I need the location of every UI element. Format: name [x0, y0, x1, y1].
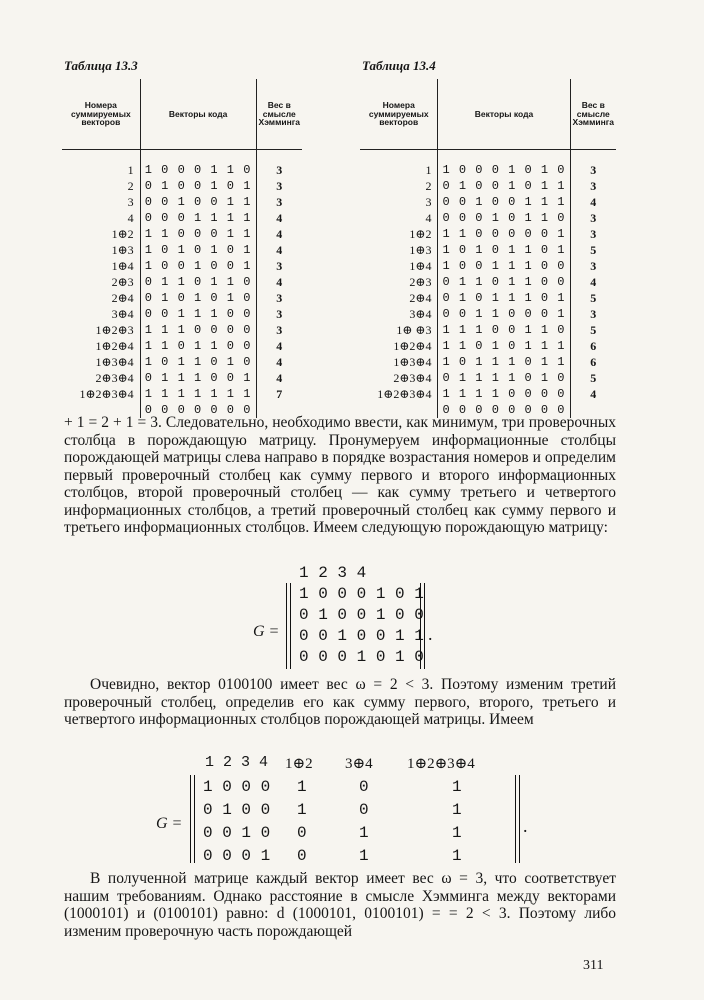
- row-hamming-weight: 3: [276, 194, 283, 209]
- row-code-vector: 1 0 1 0 1 1 0 1: [438, 242, 570, 258]
- table-row: [62, 290, 302, 306]
- table-row: [62, 274, 302, 290]
- matrix-2-label: G =: [156, 815, 183, 832]
- row-hamming-weight: 3: [276, 162, 283, 177]
- row-code-vector: 0 1 1 0 1 1 0: [140, 274, 256, 290]
- row-hamming-weight: 3: [276, 306, 283, 321]
- column-header-vector-numbers: Номера суммируемых векторов: [360, 79, 438, 150]
- matrix-2-check-2-row-3: 1: [359, 824, 369, 842]
- row-code-vector: 0 0 1 1 0 0 0 1: [438, 306, 570, 322]
- table-row: [360, 386, 616, 402]
- table-row: [62, 354, 302, 370]
- column-header-code-vectors: Векторы кода: [140, 79, 256, 150]
- table-row: [62, 338, 302, 354]
- table-row: [62, 258, 302, 274]
- table-row: [360, 242, 616, 258]
- table-13-4-body: [360, 150, 616, 419]
- row-hamming-weight: 3: [276, 258, 283, 273]
- matrix-2-check-3-row-2: 1: [452, 801, 462, 819]
- row-code-vector: 0 0 0 1 0 1 1 0: [438, 210, 570, 226]
- column-header-code-vectors: Векторы кода: [438, 79, 570, 150]
- row-hamming-weight: 3: [276, 178, 283, 193]
- row-code-vector: 0 0 1 1 1 0 0: [140, 306, 256, 322]
- row-code-vector: 0 0 0 1 1 1 1: [140, 210, 256, 226]
- matrix-1-right-bar: [420, 583, 425, 669]
- matrix-2-period: .: [523, 816, 528, 836]
- row-code-vector: 1 0 0 1 0 0 1: [140, 258, 256, 274]
- row-code-vector: 1 1 0 0 0 0 0 1: [438, 226, 570, 242]
- row-vector-numbers: 2: [425, 178, 432, 193]
- row-hamming-weight: 3: [590, 226, 597, 241]
- row-hamming-weight: 3: [590, 210, 597, 225]
- row-vector-numbers: 2⊕3: [111, 274, 134, 289]
- row-code-vector: 0 1 0 0 1 0 1 1: [438, 178, 570, 194]
- row-vector-numbers: 1⊕ ⊕3: [396, 322, 432, 337]
- table-13-3: [62, 79, 302, 418]
- row-vector-numbers: 1⊕2⊕3⊕4: [377, 386, 432, 401]
- table-row: [360, 194, 616, 210]
- table-row: [360, 258, 616, 274]
- row-code-vector: 0 0 0 0 0 0 0: [140, 402, 256, 418]
- matrix-2-right-bar: [515, 775, 520, 863]
- row-vector-numbers: 1⊕2⊕3: [95, 322, 134, 337]
- row-vector-numbers: 2⊕3: [409, 274, 432, 289]
- table-row: [360, 290, 616, 306]
- row-code-vector: 0 0 1 0 0 1 1: [140, 194, 256, 210]
- table-row: [360, 306, 616, 322]
- row-code-vector: 1 1 1 0 0 0 0: [140, 322, 256, 338]
- row-vector-numbers: 1⊕2: [409, 226, 432, 241]
- matrix-2-check-3-row-1: 1: [452, 778, 462, 796]
- row-vector-numbers: 2⊕3⊕4: [95, 370, 134, 385]
- row-hamming-weight: 6: [590, 354, 597, 369]
- matrix-2-check-1-row-1: 1: [297, 778, 307, 796]
- matrix-1-period: .: [428, 624, 433, 644]
- row-vector-numbers: 1⊕3⊕4: [393, 354, 432, 369]
- row-vector-numbers: 1⊕2⊕4: [95, 338, 134, 353]
- row-hamming-weight: 3: [590, 258, 597, 273]
- matrix-2-check-3-row-3: 1: [452, 824, 462, 842]
- row-hamming-weight: 3: [590, 162, 597, 177]
- row-code-vector: 0 1 0 0 1 0 1: [140, 178, 256, 194]
- matrix-2-check-1-row-3: 0: [297, 824, 307, 842]
- matrix-2-info-row-1: 1 0 0 0: [203, 778, 271, 796]
- table-row: [360, 274, 616, 290]
- row-hamming-weight: 4: [590, 274, 597, 289]
- row-vector-numbers: 1⊕3: [111, 242, 134, 257]
- matrix-2-header-info: 1 2 3 4: [205, 754, 269, 771]
- row-hamming-weight: 3: [276, 322, 283, 337]
- row-code-vector: 1 0 1 1 1 0 1 1: [438, 354, 570, 370]
- matrix-2-info-row-4: 0 0 0 1: [203, 847, 271, 865]
- matrix-2-header-check-2: 3⊕4: [345, 756, 373, 772]
- table-row: [62, 386, 302, 402]
- row-vector-numbers: 3⊕4: [409, 306, 432, 321]
- table-row: [360, 178, 616, 194]
- row-code-vector: 1 0 1 0 1 0 1: [140, 242, 256, 258]
- row-hamming-weight: 5: [590, 322, 597, 337]
- row-code-vector: 0 1 0 1 1 1 0 1: [438, 290, 570, 306]
- row-vector-numbers: 3⊕4: [111, 306, 134, 321]
- matrix-2-check-2-row-2: 0: [359, 801, 369, 819]
- matrix-1-left-bar: [286, 583, 291, 669]
- table-13-3-caption: Таблица 13.3: [64, 58, 138, 73]
- row-code-vector: 1 0 0 1 1 1 0 0: [438, 258, 570, 274]
- table-row: [62, 242, 302, 258]
- row-code-vector: 0 1 1 1 0 0 1: [140, 370, 256, 386]
- column-header-vector-numbers: Номера суммируемых векторов: [62, 79, 140, 150]
- row-code-vector: 0 0 1 0 0 1 1 1: [438, 194, 570, 210]
- row-hamming-weight: 4: [590, 386, 597, 401]
- row-vector-numbers: 1⊕3: [409, 242, 432, 257]
- table-row: [62, 226, 302, 242]
- row-vector-numbers: 1: [425, 162, 432, 177]
- matrix-1-column-header: 1 2 3 4: [299, 564, 367, 582]
- matrix-2-header-check-1: 1⊕2: [285, 756, 313, 772]
- table-row: [62, 322, 302, 338]
- row-code-vector: 1 1 1 1 1 1 1: [140, 386, 256, 402]
- row-vector-numbers: 1⊕3⊕4: [95, 354, 134, 369]
- row-code-vector: 1 1 1 1 0 0 0 0: [438, 386, 570, 402]
- paragraph-1: + 1 = 2 + 1 = 3. Следовательно, необходимо ввести, как минимум, три проверочных столбца в порождающую матрицу. Пронумеруем информационные столбцы порождающей матрицы слева направо в порядке возрастания номеров и определим первый проверочный столбец как сумму первого и второго информационных столбцов, второй проверочный столбец — как сумму третьего и четвертого информационных столбцов, а третий проверочный столбец как сумму первого и третьего информационных столбцов. Имеем следующую порождающую матрицу:: [64, 414, 616, 536]
- paragraph-2: Очевидно, вектор 0100100 имеет вес ω = 2 < 3. Поэтому изменим третий проверочный столбец, определив его как сумму первого, второго, третьего и четвертого информационных столбцов порождающей матрицы. Имеем: [64, 676, 616, 728]
- row-hamming-weight: 4: [276, 338, 283, 353]
- column-header-hamming-weight: Вес в смысле Хэмминга: [256, 79, 302, 150]
- row-hamming-weight: 4: [276, 354, 283, 369]
- row-vector-numbers: 2: [127, 178, 134, 193]
- row-code-vector: 1 1 0 1 0 1 1 1: [438, 338, 570, 354]
- table-row: [62, 210, 302, 226]
- row-vector-numbers: 2⊕3⊕4: [393, 370, 432, 385]
- table-13-4-caption: Таблица 13.4: [362, 58, 436, 73]
- matrix-2-check-1-row-4: 0: [297, 847, 307, 865]
- matrix-1-row-3: 0 0 1 0 0 1 1: [299, 627, 424, 645]
- row-hamming-weight: 4: [276, 274, 283, 289]
- row-vector-numbers: 1⊕2⊕4: [393, 338, 432, 353]
- row-hamming-weight: 4: [276, 242, 283, 257]
- row-code-vector: 0 1 0 1 0 1 0: [140, 290, 256, 306]
- table-row: [62, 150, 302, 179]
- row-vector-numbers: 1⊕4: [111, 258, 134, 273]
- matrix-2-header-check-3: 1⊕2⊕3⊕4: [407, 756, 475, 772]
- matrix-2-info-row-3: 0 0 1 0: [203, 824, 271, 842]
- row-vector-numbers: 4: [425, 210, 432, 225]
- row-vector-numbers: 1⊕2⊕3⊕4: [79, 386, 134, 401]
- table-row: [360, 370, 616, 386]
- table-13-4: [360, 79, 616, 418]
- row-vector-numbers: 1⊕2: [111, 226, 134, 241]
- table-row: [62, 370, 302, 386]
- table-header-row: [360, 79, 616, 150]
- row-hamming-weight: 5: [590, 370, 597, 385]
- paragraph-3: В полученной матрице каждый вектор имеет вес ω = 3, что соответствует нашим требованиям. Однако расстояние в смысле Хэмминга между векторами (1000101) и (0100101) равно: d (1000101, 0100101) = = 2 < 3. Поэтому либо изменим проверочную часть порождающей: [64, 870, 616, 940]
- row-code-vector: 1 1 0 1 1 0 0: [140, 338, 256, 354]
- row-hamming-weight: 5: [590, 290, 597, 305]
- row-vector-numbers: 1: [127, 162, 134, 177]
- matrix-1-label: G =: [253, 623, 280, 640]
- row-code-vector: 0 1 1 0 1 1 0 0: [438, 274, 570, 290]
- matrix-2-check-3-row-4: 1: [452, 847, 462, 865]
- row-vector-numbers: 2⊕4: [409, 290, 432, 305]
- row-hamming-weight: 4: [276, 226, 283, 241]
- column-header-hamming-weight: Вес в смысле Хэмминга: [570, 79, 616, 150]
- row-vector-numbers: 3: [127, 194, 134, 209]
- table-row: [360, 354, 616, 370]
- table-header-row: [62, 79, 302, 150]
- matrix-1-row-1: 1 0 0 0 1 0 1: [299, 585, 424, 603]
- table-row: [360, 150, 616, 179]
- table-row: [62, 178, 302, 194]
- matrix-2-check-2-row-1: 0: [359, 778, 369, 796]
- matrix-2-left-bar: [190, 775, 195, 863]
- row-hamming-weight: 3: [590, 178, 597, 193]
- table-row: [360, 210, 616, 226]
- row-hamming-weight: 3: [276, 290, 283, 305]
- row-code-vector: 1 0 0 0 1 1 0: [140, 150, 256, 179]
- row-hamming-weight: 7: [276, 386, 283, 401]
- row-hamming-weight: 4: [276, 370, 283, 385]
- matrix-1-row-2: 0 1 0 0 1 0 0: [299, 606, 424, 624]
- matrix-2-check-2-row-4: 1: [359, 847, 369, 865]
- matrix-1-row-4: 0 0 0 1 0 1 0: [299, 648, 424, 666]
- table-row: [360, 322, 616, 338]
- row-vector-numbers: 4: [127, 210, 134, 225]
- row-vector-numbers: 1⊕4: [409, 258, 432, 273]
- row-code-vector: 1 0 0 0 1 0 1 0: [438, 150, 570, 179]
- row-hamming-weight: 4: [590, 194, 597, 209]
- table-13-3-body: [62, 150, 302, 419]
- row-code-vector: 0 0 0 0 0 0 0 0: [438, 402, 570, 418]
- row-hamming-weight: 6: [590, 338, 597, 353]
- row-hamming-weight: 4: [276, 210, 283, 225]
- table-row: [360, 338, 616, 354]
- row-code-vector: 1 1 1 0 0 1 1 0: [438, 322, 570, 338]
- table-row: [62, 194, 302, 210]
- row-hamming-weight: 3: [590, 306, 597, 321]
- table-row: [62, 306, 302, 322]
- page-number: 311: [583, 958, 604, 973]
- row-code-vector: 1 1 0 0 0 1 1: [140, 226, 256, 242]
- row-hamming-weight: 5: [590, 242, 597, 257]
- table-row: [360, 226, 616, 242]
- matrix-2-check-1-row-2: 1: [297, 801, 307, 819]
- matrix-2-info-row-2: 0 1 0 0: [203, 801, 271, 819]
- row-vector-numbers: 3: [425, 194, 432, 209]
- row-code-vector: 1 0 1 1 0 1 0: [140, 354, 256, 370]
- row-vector-numbers: 2⊕4: [111, 290, 134, 305]
- row-code-vector: 0 1 1 1 1 0 1 0: [438, 370, 570, 386]
